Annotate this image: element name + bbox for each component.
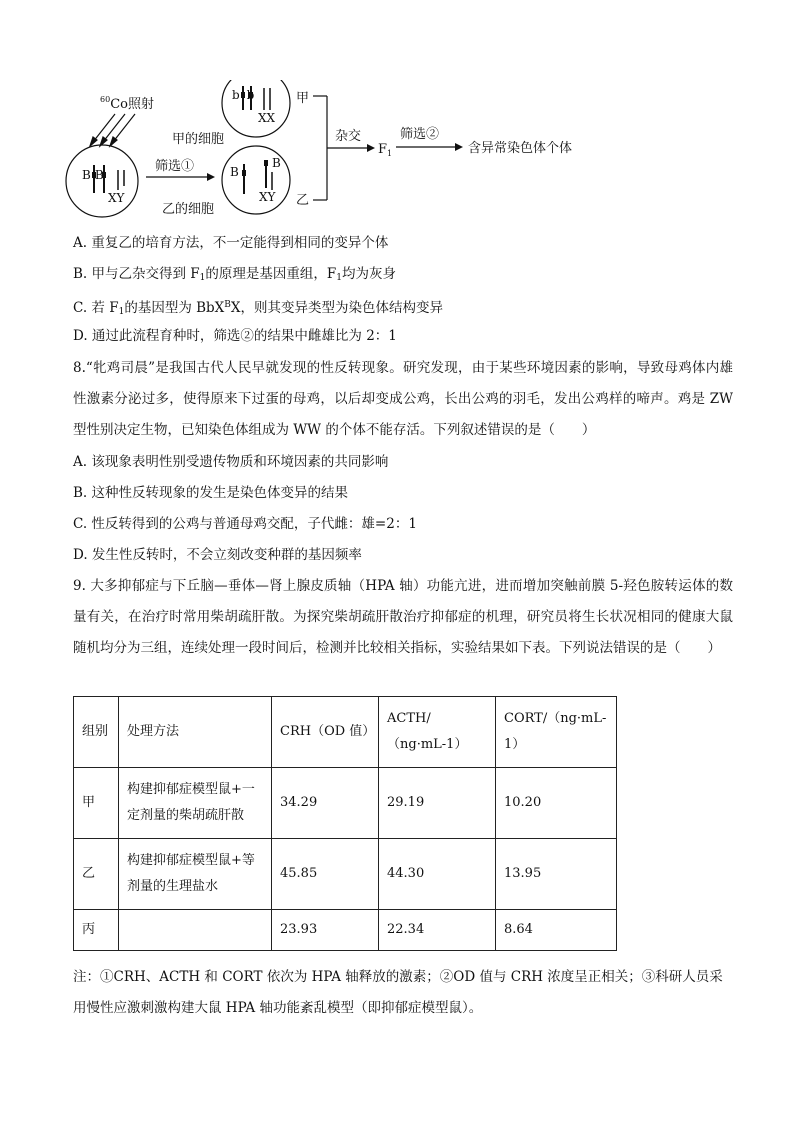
q8-option-d: D. 发生性反转时，不会立刻改变种群的基因频率: [73, 547, 362, 563]
table-footnote: 注：①CRH、ACTH 和 CORT 依次为 HPA 轴释放的激素；②OD 值与 CRH 浓度呈正相关；③科研人员采用慢性应激刺激构建大鼠 HPA 轴功能紊乱模型（即抑郁症模型鼠）。: [73, 969, 723, 1016]
yi-sex: XY: [259, 190, 276, 204]
header-crh: CRH（OD 值）: [272, 697, 379, 768]
yi-label: 乙: [296, 193, 310, 208]
header-group: 组别: [74, 697, 119, 768]
original-cell: [66, 145, 138, 217]
header-cort: CORT/（ng·mL-1）: [496, 697, 617, 768]
q8-option-c: C. 性反转得到的公鸡与普通母鸡交配，子代雌：雄=2：1: [73, 516, 417, 532]
q7-option-d: D. 通过此流程育种时，筛选②的结果中雌雄比为 2：1: [73, 328, 397, 344]
f1-label: $F_1$: [378, 142, 393, 158]
q7-option-a: A. 重复乙的培育方法，不一定能得到相同的变异个体: [73, 235, 389, 251]
cross-bracket: [313, 96, 370, 200]
yi-cell-label: 乙的细胞: [162, 202, 215, 217]
q7-option-c: C. 若 $F_1$的基因型为 BbX$^B$X，则其变异类型为染色体结构变异: [73, 300, 444, 317]
original-genes: BB: [82, 168, 108, 182]
jia-genes: bb: [232, 88, 262, 102]
table-cell: 45.85: [272, 839, 379, 910]
table-cell: 34.29: [272, 768, 379, 839]
table-cell: 构建抑郁症模型鼠+等剂量的生理盐水: [119, 839, 272, 910]
table-cell: 10.20: [496, 768, 617, 839]
q8-stem: 8.“牝鸡司晨”是我国古代人民早就发现的性反转现象。研究发现，由于某些环境因素的影响，导致母鸡体内雄性激素分泌过多，使得原来下过蛋的母鸡，以后却变成公鸡，长出公鸡的羽毛，发出公鸡样的啼声。鸡是 ZW 型性别决定生物，已知染色体组成为 WW 的个体不能存活。下列叙述错误的是（ ）: [73, 360, 733, 438]
table-cell: 44.30: [379, 839, 496, 910]
table-cell: 29.19: [379, 768, 496, 839]
table-cell: 乙: [74, 839, 119, 910]
yi-gene-b: B: [272, 156, 281, 170]
q8-option-b: B. 这种性反转现象的发生是染色体变异的结果: [73, 485, 349, 501]
table-row: [74, 839, 617, 910]
header-treatment: 处理方法: [119, 697, 272, 768]
table-cell: 构建抑郁症模型鼠+一定剂量的柴胡疏肝散: [119, 768, 272, 839]
yi-gene-a: B: [230, 165, 239, 179]
genetics-flow-diagram: [60, 80, 620, 225]
table-cell: 8.64: [496, 910, 617, 951]
jia-label: 甲: [296, 91, 310, 106]
table-row: [74, 910, 617, 951]
q7-option-b: B. 甲与乙杂交得到 $F_1$的原理是基因重组，$F_1$均为灰身: [73, 266, 397, 283]
header-acth: ACTH/（ng·mL-1）: [379, 697, 496, 768]
co-label: $^{60}$Co照射: [100, 95, 154, 112]
table-cell: 13.95: [496, 839, 617, 910]
yi-cell: [222, 146, 290, 214]
original-sex: XY: [108, 191, 125, 205]
jia-cell-label: 甲的细胞: [172, 132, 225, 147]
jia-cell: [222, 80, 290, 137]
q8-option-a: A. 该现象表明性别受遗传物质和环境因素的共同影响: [73, 454, 389, 470]
radiation-arrows: [90, 114, 135, 146]
table-cell: [119, 910, 272, 951]
table-cell: 23.93: [272, 910, 379, 951]
q9-stem: 9. 大多抑郁症与下丘脑—垂体—肾上腺皮质轴（HPA 轴）功能亢进，进而增加突触前膜 5-羟色胺转运体的数量有关，在治疗时常用柴胡疏肝散。为探究柴胡疏肝散治疗抑郁症的机理，研究员将生长状况相同的健康大鼠随机均分为三组，连续处理一段时间后，检测并比较相关指标，实验结果如下表。下列说法错误的是（ ）: [73, 578, 733, 656]
screen1-label: 筛选①: [155, 159, 195, 174]
results-table: [73, 696, 617, 951]
jia-sex: XX: [258, 111, 276, 125]
table-cell: 丙: [74, 910, 119, 951]
table-header-row: [74, 697, 617, 768]
result-label: 含异常染色体个体: [468, 141, 573, 156]
cross-label: 杂交: [335, 129, 362, 144]
table-cell: 甲: [74, 768, 119, 839]
table-row: [74, 768, 617, 839]
screen2-label: 筛选②: [400, 127, 440, 142]
table-cell: 22.34: [379, 910, 496, 951]
